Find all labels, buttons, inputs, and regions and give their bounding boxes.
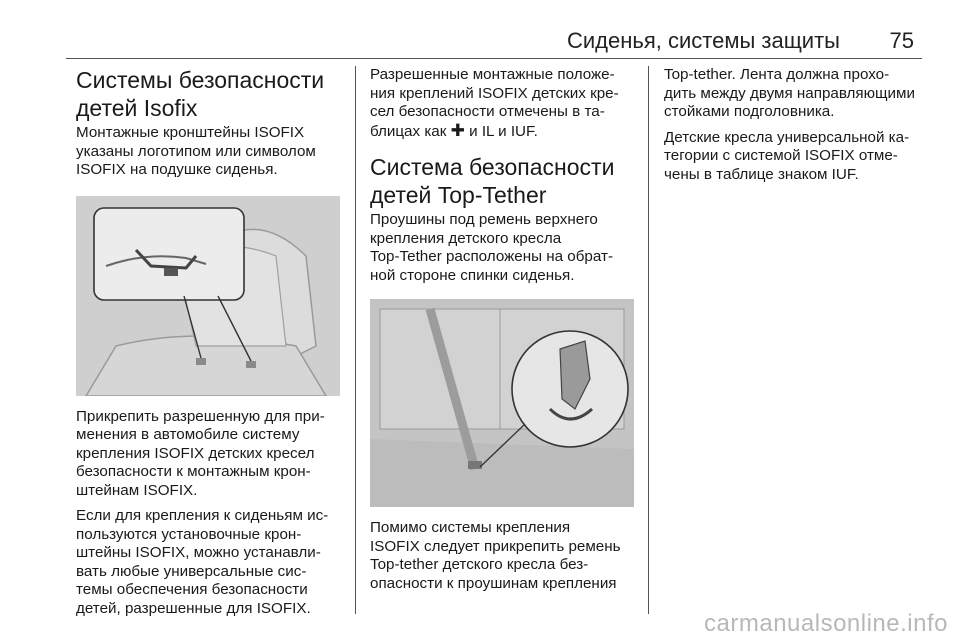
isofix-positions-paragraph: Разрешенные монтажные положе- ния креплений ISOFIX детских кре- сел безопасности отмечены в та- блицах как ✚ и IL и IUF. <box>370 66 619 140</box>
universal-category-paragraph: Детские кресла универсальной ка- тегории с системой ISOFIX отме- чены в таблице знаком IUF. <box>664 128 910 183</box>
column-divider-2 <box>648 66 649 614</box>
isofix-intro-paragraph: Монтажные кронштейны ISOFIX указаны логотипом или символом ISOFIX на подушке сиденья. <box>76 124 316 178</box>
isofix-attach-paragraph: Прикрепить разрешенную для при- менения в автомобиле систему крепления ISOFIX детских кресел безопасности к монтажным крон- штейнам ISOFIX. <box>76 407 325 499</box>
top-tether-eyelets-paragraph: Проушины под ремень верхнего крепления детского кресла Top-Tether расположены на обрат- ной стороне спинки сиденья. <box>370 211 614 284</box>
top-tether-strap-paragraph: Top-tether. Лента должна прохо- дить между двумя направляющими стойками подголовника. <box>664 66 915 120</box>
column-divider-1 <box>355 66 356 614</box>
top-tether-seatback-illustration <box>370 299 634 507</box>
isofix-plus-icon: ✚ <box>450 120 465 140</box>
header-title: Сиденья, системы защиты <box>566 28 840 53</box>
column-top-tether <box>370 66 638 593</box>
header-rule <box>66 58 922 59</box>
column-continued <box>664 66 934 184</box>
isofix-seat-illustration <box>76 196 340 396</box>
top-tether-attach-paragraph: Помимо системы крепления ISOFIX следует прикрепить ремень Top-tether детского кресла без- опасности к проушинам крепления <box>370 519 621 592</box>
page-number: 75 <box>889 28 914 53</box>
isofix-universal-paragraph: Если для крепления к сиденьям ис- пользуются установочные крон- штейны ISOFIX, можно устанавли- вать любые универсальные сис- темы обеспечения безопасности детей, разрешенные для ISOFIX. <box>76 507 329 617</box>
section-heading-isofix: Системы безопасности детей Isofix <box>76 67 325 121</box>
column-isofix <box>76 66 344 618</box>
section-heading-top-tether: Система безопасности детей Top-Tether <box>370 154 615 208</box>
watermark: carmanualsonline.info <box>704 610 948 637</box>
